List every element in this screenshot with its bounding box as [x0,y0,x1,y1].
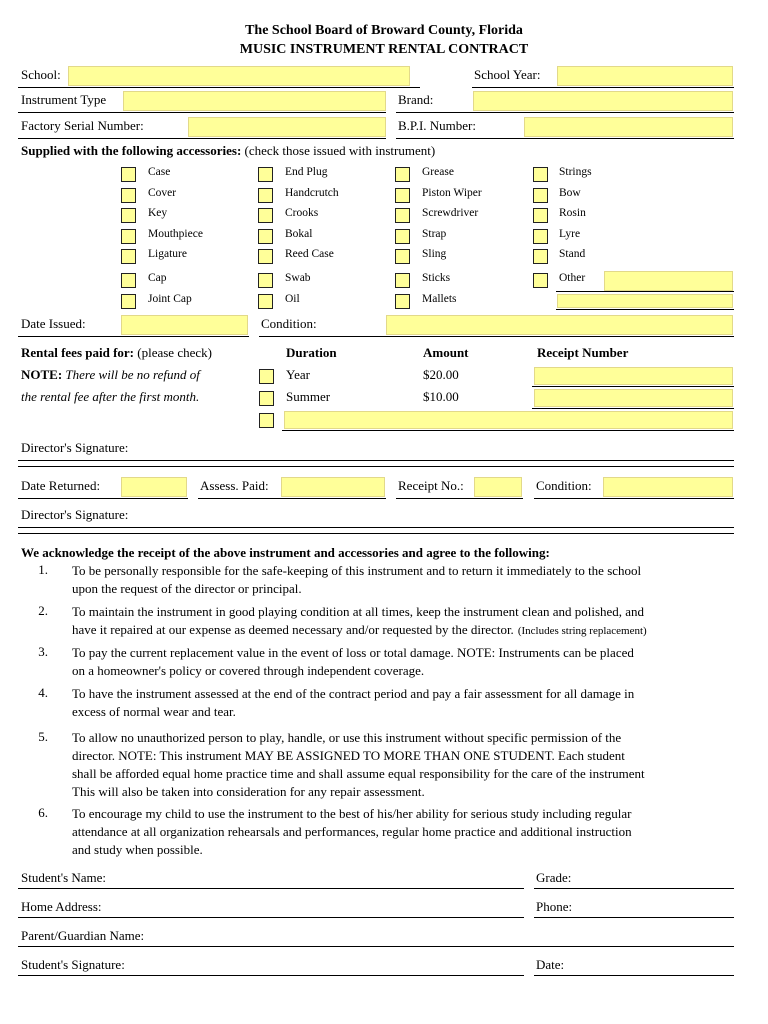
term-line: To maintain the instrument in good playing condition at all times, keep the instrument clean and polished, and [72,604,645,619]
accessory-checkbox-key[interactable] [121,208,136,223]
term-line: To allow no unauthorized person to play, handle, or use this instrument without specific permission of the [72,730,622,745]
accessory-label-sling: Sling [422,248,447,260]
accessories-note: (check those issued with instrument) [244,143,436,158]
accessory-checkbox-swab[interactable] [258,273,273,288]
accessory-label-strings: Strings [559,166,592,178]
instrument-type-field[interactable] [123,91,386,111]
accessory-checkbox-lyre[interactable] [533,229,548,244]
accessory-checkbox-stand[interactable] [533,249,548,264]
term-number: 3. [38,644,48,659]
accessory-checkbox-oil[interactable] [258,294,273,309]
accessory-checkbox-cover[interactable] [121,188,136,203]
accessory-label-rosin: Rosin [559,207,586,219]
director-signature-label-2: Director's Signature: [21,507,129,522]
accessory-checkbox-piston-wiper[interactable] [395,188,410,203]
student-name-label: Student's Name: [21,870,107,885]
accessory-checkbox-bow[interactable] [533,188,548,203]
accessory-label-screwdriver: Screwdriver [422,207,479,219]
receipt-no-label: Receipt No.: [398,478,464,493]
brand-label: Brand: [398,92,434,107]
accessory-checkbox-reed-case[interactable] [258,249,273,264]
term-number: 1. [38,562,48,577]
accessory-label-key: Key [148,207,168,219]
term-line: To be personally responsible for the safe-keeping of this instrument and to return it immediately to the school [72,563,642,578]
accessory-checkbox-other[interactable] [533,273,548,288]
date-issued-label: Date Issued: [21,316,86,331]
term-line: To have the instrument assessed at the end of the contract period and pay a fair assessment for all damage in [72,686,635,701]
assess-paid-label: Assess. Paid: [200,478,269,493]
phone-label: Phone: [536,899,573,914]
term-line: on a homeowner's policy or covered through independent coverage. [72,663,425,678]
term-number: 5. [38,729,48,744]
brand-field[interactable] [473,91,733,111]
accessory-checkbox-ligature[interactable] [121,249,136,264]
bpi-label: B.P.I. Number: [398,118,476,133]
accessory-label-oil: Oil [285,293,300,305]
accessory-label-sticks: Sticks [422,272,451,284]
accessory-checkbox-bokal[interactable] [258,229,273,244]
accessory-checkbox-mouthpiece[interactable] [121,229,136,244]
accessory-label-lyre: Lyre [559,228,581,240]
other-accessory-field[interactable] [604,271,733,291]
term-line: attendance at all organization rehearsals and performances, regular home practice and additional instruction [72,824,632,839]
serial-label: Factory Serial Number: [21,118,144,133]
term-text [72,562,742,598]
accessory-checkbox-screwdriver[interactable] [395,208,410,223]
duration-summer: Summer [286,389,331,404]
school-year-field[interactable] [557,66,733,86]
accessory-label-bokal: Bokal [285,228,313,240]
accessory-label-end-plug: End Plug [285,166,328,178]
contract-title: MUSIC INSTRUMENT RENTAL CONTRACT [239,42,529,57]
accessory-checkbox-cap[interactable] [121,273,136,288]
term-line: shall be afforded equal home practice time and shall assume equal responsibility for the care of the instrument [72,766,645,781]
term-line: have it repaired at our expense as deemed necessary and/or requested by the director. [72,622,514,637]
col-amount: Amount [423,345,469,360]
term-text [72,685,742,721]
accessory-label-case: Case [148,166,171,178]
term-text [72,729,742,801]
term-text [72,805,742,859]
fees-note-line2: the rental fee after the first month. [21,389,200,404]
student-signature-label: Student's Signature: [21,957,125,972]
term-line: upon the request of the director or principal. [72,581,302,596]
term-line: director. NOTE: This instrument MAY BE ASSIGNED TO MORE THAN ONE STUDENT. Each student [72,748,625,763]
accessories-title: Supplied with the following accessories: [21,143,242,158]
accessory-label-joint-cap: Joint Cap [148,293,192,305]
receipt-year-field[interactable] [534,367,733,385]
other-duration-field[interactable] [284,411,733,429]
accessory-label-reed-case: Reed Case [285,248,334,260]
condition-label: Condition: [261,316,317,331]
bpi-field[interactable] [524,117,733,137]
accessory-label-crooks: Crooks [285,207,319,219]
return-condition-label: Condition: [536,478,592,493]
summer-checkbox[interactable] [259,391,274,406]
director-signature-label-1: Director's Signature: [21,440,129,455]
accessory-label-ligature: Ligature [148,248,187,260]
other-accessory-field-2[interactable] [557,294,733,308]
date-issued-field[interactable] [121,315,248,335]
accessory-checkbox-crooks[interactable] [258,208,273,223]
term-text [72,644,742,680]
col-receipt: Receipt Number [537,345,629,360]
term-line: To encourage my child to use the instrument to the best of his/her ability for serious study including regular [72,806,632,821]
year-checkbox[interactable] [259,369,274,384]
fees-note-label: NOTE: [21,367,63,382]
fees-title: Rental fees paid for: [21,345,135,360]
accessory-label-mouthpiece: Mouthpiece [148,228,203,240]
accessories-heading [21,143,435,159]
accessory-label-grease: Grease [422,166,454,178]
accessory-label-other: Other [559,272,586,284]
term-line: and study when possible. [72,842,203,857]
accessory-checkbox-mallets[interactable] [395,294,410,309]
accessory-label-cap: Cap [148,272,167,284]
terms-heading: We acknowledge the receipt of the above instrument and accessories and agree to the following: [21,545,550,560]
accessory-label-swab: Swab [285,272,311,284]
fees-heading [21,345,212,361]
accessory-checkbox-end-plug[interactable] [258,167,273,182]
fees-please-check: (please check) [137,345,212,360]
school-label: School: [21,67,61,82]
org-title: The School Board of Broward County, Florida [245,23,523,38]
accessory-checkbox-rosin[interactable] [533,208,548,223]
term-text [72,603,742,640]
accessory-checkbox-sticks[interactable] [395,273,410,288]
term-number: 4. [38,685,48,700]
grade-label: Grade: [536,870,572,885]
accessory-checkbox-handcrutch[interactable] [258,188,273,203]
fees-note-line1: There will be no refund of [65,367,200,382]
serial-field[interactable] [188,117,386,137]
term-number: 2. [38,603,48,618]
other-duration-checkbox[interactable] [259,413,274,428]
home-address-label: Home Address: [21,899,102,914]
accessory-label-mallets: Mallets [422,293,457,305]
accessory-label-piston-wiper: Piston Wiper [422,187,482,199]
accessory-label-stand: Stand [559,248,586,260]
col-duration: Duration [286,345,337,360]
accessory-checkbox-strap[interactable] [395,229,410,244]
amount-year: $20.00 [423,367,459,382]
instrument-type-label: Instrument Type [21,92,107,107]
return-condition-field[interactable] [603,477,733,497]
term-number: 6. [38,805,48,820]
accessory-checkbox-case[interactable] [121,167,136,182]
school-field[interactable] [68,66,410,86]
duration-year: Year [286,367,310,382]
accessory-label-handcrutch: Handcrutch [285,187,339,199]
term-note: (Includes string replacement) [517,625,647,637]
parent-name-label: Parent/Guardian Name: [21,928,145,943]
date-returned-label: Date Returned: [21,478,101,493]
amount-summer: $10.00 [423,389,459,404]
accessory-checkbox-joint-cap[interactable] [121,294,136,309]
term-line: This will also be taken into consideration for any repair assessment. [72,784,425,799]
condition-field[interactable] [386,315,733,335]
accessory-checkbox-strings[interactable] [533,167,548,182]
accessory-label-cover: Cover [148,187,177,199]
date-label: Date: [536,957,565,972]
accessory-label-bow: Bow [559,187,581,199]
accessory-checkbox-sling[interactable] [395,249,410,264]
fees-note [21,367,200,383]
term-line: excess of normal wear and tear. [72,704,236,719]
date-returned-field[interactable] [121,477,187,497]
accessory-label-strap: Strap [422,228,447,240]
receipt-no-field[interactable] [474,477,522,497]
accessory-checkbox-grease[interactable] [395,167,410,182]
assess-paid-field[interactable] [281,477,385,497]
school-year-label: School Year: [474,67,541,82]
term-line: To pay the current replacement value in the event of loss or total damage. NOTE: Instruments can be placed [72,645,634,660]
receipt-summer-field[interactable] [534,389,733,407]
